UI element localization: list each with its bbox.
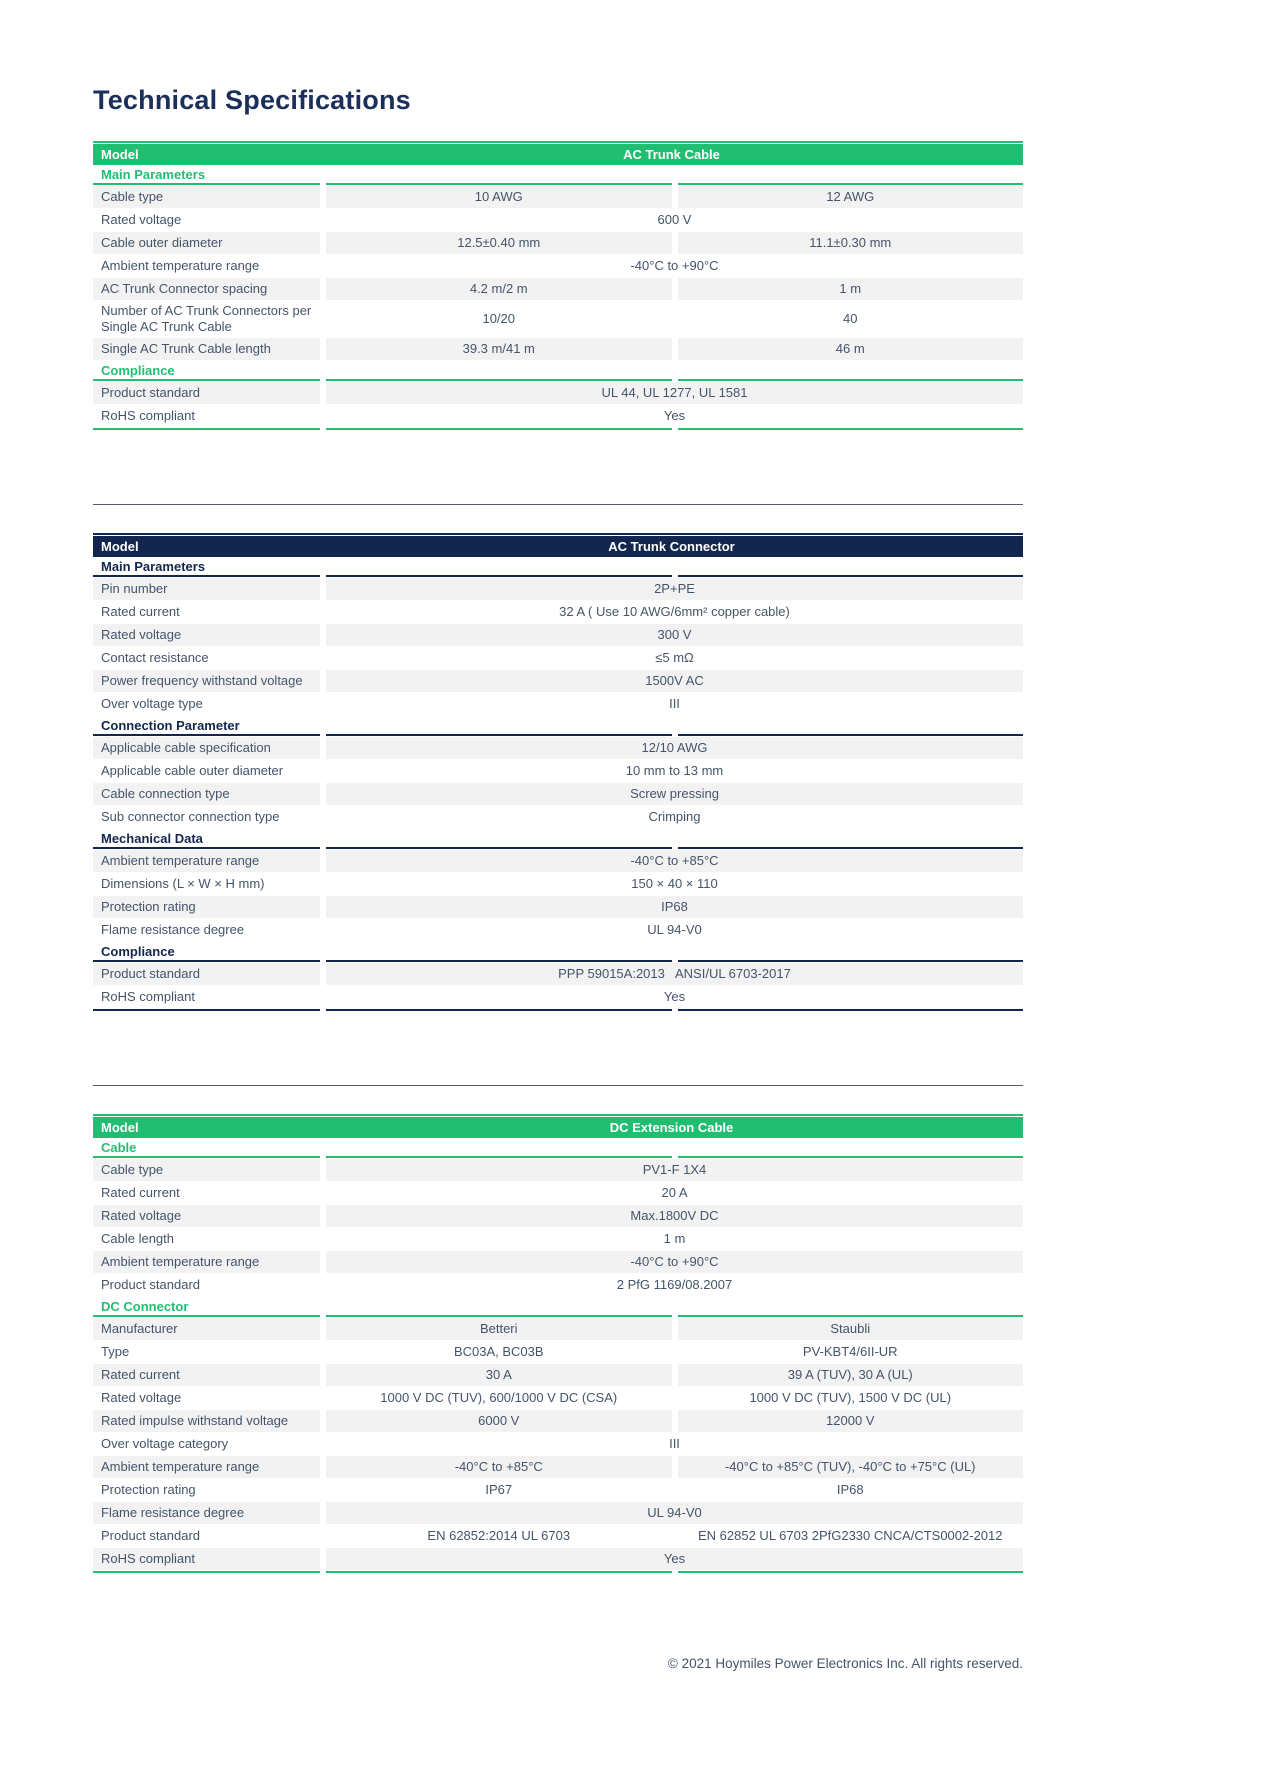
- row-label: Rated voltage: [93, 624, 320, 646]
- row-value: 2 PfG 1169/08.2007: [326, 1274, 1023, 1296]
- section-underline-segment: [678, 1138, 1024, 1158]
- table-divider: [93, 1085, 1023, 1086]
- document-content: [93, 84, 1023, 1671]
- end-border-segment: [678, 1571, 1024, 1573]
- row-label: Rated voltage: [93, 209, 320, 231]
- row-label: Rated impulse withstand voltage: [93, 1410, 320, 1432]
- section-underline-segment: [678, 716, 1024, 736]
- row-label: Over voltage type: [93, 693, 320, 715]
- row-value: 32 A ( Use 10 AWG/6mm² copper cable): [326, 601, 1023, 623]
- section-underline-segment: [326, 716, 672, 736]
- section-underline-segment: [678, 942, 1024, 962]
- row-value: 12000 V: [678, 1410, 1024, 1432]
- row-label: Rated current: [93, 1182, 320, 1204]
- spec-row: [93, 624, 1023, 646]
- spec-row: [93, 1548, 1023, 1570]
- row-label: RoHS compliant: [93, 1548, 320, 1570]
- row-value: 30 A: [326, 1364, 672, 1386]
- row-value: 1500V AC: [326, 670, 1023, 692]
- spec-table-ac-trunk-connector: [93, 533, 1023, 1009]
- spec-row: [93, 278, 1023, 300]
- row-label: Cable connection type: [93, 783, 320, 805]
- section-header: [93, 557, 1023, 577]
- row-value: 600 V: [326, 209, 1023, 231]
- row-label: Applicable cable specification: [93, 737, 320, 759]
- row-value: Screw pressing: [326, 783, 1023, 805]
- spec-row: [93, 601, 1023, 623]
- section-title: Connection Parameter: [93, 716, 320, 736]
- row-value: IP68: [678, 1479, 1024, 1501]
- row-value: ≤5 mΩ: [326, 647, 1023, 669]
- row-label: Pin number: [93, 578, 320, 600]
- spec-row: [93, 647, 1023, 669]
- row-value: 150 × 40 × 110: [326, 873, 1023, 895]
- table-header-row: [93, 1114, 1023, 1138]
- row-value: 10 AWG: [326, 186, 672, 208]
- spec-row: [93, 1433, 1023, 1455]
- row-value: 39.3 m/41 m: [326, 338, 672, 360]
- section-underline-segment: [326, 1138, 672, 1158]
- section-title: Compliance: [93, 361, 320, 381]
- row-label: Cable type: [93, 186, 320, 208]
- row-value: PV1-F 1X4: [326, 1159, 1023, 1181]
- spec-row: [93, 1318, 1023, 1340]
- row-label: Power frequency withstand voltage: [93, 670, 320, 692]
- row-label: Ambient temperature range: [93, 850, 320, 872]
- row-value: 10/20: [326, 301, 672, 337]
- spec-row: [93, 670, 1023, 692]
- spec-row: [93, 693, 1023, 715]
- tables-area: [93, 141, 1023, 1571]
- row-value: III: [326, 1433, 1023, 1455]
- row-value: 6000 V: [326, 1410, 672, 1432]
- row-value: Betteri: [326, 1318, 672, 1340]
- section-header: [93, 165, 1023, 185]
- row-label: Flame resistance degree: [93, 919, 320, 941]
- row-value: -40°C to +85°C: [326, 850, 1023, 872]
- row-value: -40°C to +90°C: [326, 255, 1023, 277]
- spec-row: [93, 806, 1023, 828]
- spec-row: [93, 209, 1023, 231]
- section-header: [93, 1138, 1023, 1158]
- row-value: 46 m: [678, 338, 1024, 360]
- spec-row: [93, 850, 1023, 872]
- row-label: Rated voltage: [93, 1205, 320, 1227]
- spec-row: [93, 1456, 1023, 1478]
- table-header-row: [93, 141, 1023, 165]
- copyright-footer: © 2021 Hoymiles Power Electronics Inc. All rights reserved.: [667, 1656, 1023, 1671]
- section-title: Main Parameters: [93, 557, 320, 577]
- table-header-product-name: DC Extension Cable: [609, 1120, 734, 1135]
- row-value: 2P+PE: [326, 578, 1023, 600]
- spec-row: [93, 1341, 1023, 1363]
- row-value: 40: [678, 301, 1024, 337]
- row-label: Single AC Trunk Cable length: [93, 338, 320, 360]
- row-label: Rated current: [93, 601, 320, 623]
- spec-row: [93, 783, 1023, 805]
- spec-row: [93, 1410, 1023, 1432]
- row-value: III: [326, 693, 1023, 715]
- section-underline-segment: [678, 1297, 1024, 1317]
- row-value: 1 m: [326, 1228, 1023, 1250]
- row-value: 20 A: [326, 1182, 1023, 1204]
- end-border-segment: [326, 1009, 672, 1011]
- end-border-segment: [326, 428, 672, 430]
- spec-row: [93, 1159, 1023, 1181]
- row-value: UL 44, UL 1277, UL 1581: [326, 382, 1023, 404]
- row-value: UL 94-V0: [326, 919, 1023, 941]
- spec-row: [93, 578, 1023, 600]
- end-border-segment: [678, 1009, 1024, 1011]
- row-label: Manufacturer: [93, 1318, 320, 1340]
- row-label: Ambient temperature range: [93, 1251, 320, 1273]
- spec-row: [93, 963, 1023, 985]
- section-header: [93, 1297, 1023, 1317]
- spec-row: [93, 1274, 1023, 1296]
- spec-row: [93, 1502, 1023, 1524]
- spec-row: [93, 1182, 1023, 1204]
- row-value: 1000 V DC (TUV), 600/1000 V DC (CSA): [326, 1387, 672, 1409]
- row-value: IP68: [326, 896, 1023, 918]
- row-value: PV-KBT4/6II-UR: [678, 1341, 1024, 1363]
- row-label: Number of AC Trunk Connectors per Single AC Trunk Cable: [93, 301, 320, 337]
- spec-row: [93, 1479, 1023, 1501]
- row-label: RoHS compliant: [93, 986, 320, 1008]
- spec-row: [93, 1525, 1023, 1547]
- row-label: Flame resistance degree: [93, 1502, 320, 1524]
- table-header-product-name: AC Trunk Connector: [608, 539, 735, 554]
- page-title: Technical Specifications: [93, 85, 411, 115]
- row-value: UL 94-V0: [326, 1502, 1023, 1524]
- row-value: EN 62852:2014 UL 6703: [326, 1525, 672, 1547]
- spec-row: [93, 1205, 1023, 1227]
- table-divider: [93, 504, 1023, 505]
- section-header: [93, 716, 1023, 736]
- section-underline-segment: [678, 829, 1024, 849]
- section-underline-segment: [326, 361, 672, 381]
- row-value: 12/10 AWG: [326, 737, 1023, 759]
- spec-row: [93, 1387, 1023, 1409]
- row-value: 1000 V DC (TUV), 1500 V DC (UL): [678, 1387, 1024, 1409]
- row-value: -40°C to +90°C: [326, 1251, 1023, 1273]
- section-title: Compliance: [93, 942, 320, 962]
- spec-row: [93, 1228, 1023, 1250]
- section-underline-segment: [678, 557, 1024, 577]
- section-header: [93, 942, 1023, 962]
- row-label: Cable length: [93, 1228, 320, 1250]
- spec-row: [93, 338, 1023, 360]
- end-border-segment: [678, 428, 1024, 430]
- row-value: 12.5±0.40 mm: [326, 232, 672, 254]
- row-value: 10 mm to 13 mm: [326, 760, 1023, 782]
- row-label: Product standard: [93, 382, 320, 404]
- spec-row: [93, 760, 1023, 782]
- section-title: Cable: [93, 1138, 320, 1158]
- row-value: EN 62852 UL 6703 2PfG2330 CNCA/CTS0002-2012: [678, 1525, 1024, 1547]
- section-underline-segment: [326, 165, 672, 185]
- section-underline-segment: [326, 829, 672, 849]
- spec-row: [93, 405, 1023, 427]
- row-label: Protection rating: [93, 896, 320, 918]
- spec-row: [93, 382, 1023, 404]
- end-border-segment: [93, 1009, 320, 1011]
- section-title: DC Connector: [93, 1297, 320, 1317]
- section-title: Main Parameters: [93, 165, 320, 185]
- row-label: Rated current: [93, 1364, 320, 1386]
- row-label: Protection rating: [93, 1479, 320, 1501]
- spec-table-ac-trunk-cable: [93, 141, 1023, 428]
- row-value: -40°C to +85°C (TUV), -40°C to +75°C (UL): [678, 1456, 1024, 1478]
- row-value: 4.2 m/2 m: [326, 278, 672, 300]
- row-label: Ambient temperature range: [93, 1456, 320, 1478]
- row-label: Type: [93, 1341, 320, 1363]
- spec-row: [93, 255, 1023, 277]
- row-value: BC03A, BC03B: [326, 1341, 672, 1363]
- row-label: Ambient temperature range: [93, 255, 320, 277]
- end-border-segment: [326, 1571, 672, 1573]
- row-value: Staubli: [678, 1318, 1024, 1340]
- section-underline-segment: [678, 165, 1024, 185]
- row-value: Yes: [326, 1548, 1023, 1570]
- section-underline-segment: [326, 557, 672, 577]
- row-value: PPP 59015A:2013 ANSI/UL 6703-2017: [326, 963, 1023, 985]
- end-border-segment: [93, 1571, 320, 1573]
- row-value: 39 A (TUV), 30 A (UL): [678, 1364, 1024, 1386]
- section-title: Mechanical Data: [93, 829, 320, 849]
- row-label: Applicable cable outer diameter: [93, 760, 320, 782]
- table-header-model-label: Model: [101, 1120, 139, 1135]
- row-label: Dimensions (L × W × H mm): [93, 873, 320, 895]
- spec-row: [93, 301, 1023, 337]
- table-header-model-label: Model: [101, 539, 139, 554]
- row-label: Sub connector connection type: [93, 806, 320, 828]
- section-underline-segment: [326, 1297, 672, 1317]
- row-label: RoHS compliant: [93, 405, 320, 427]
- table-header-row: [93, 533, 1023, 557]
- spec-row: [93, 186, 1023, 208]
- spec-table-dc-extension-cable: [93, 1114, 1023, 1571]
- row-value: IP67: [326, 1479, 672, 1501]
- section-header: [93, 829, 1023, 849]
- row-value: -40°C to +85°C: [326, 1456, 672, 1478]
- row-value: 300 V: [326, 624, 1023, 646]
- section-underline-segment: [678, 361, 1024, 381]
- spec-row: [93, 896, 1023, 918]
- row-value: Yes: [326, 986, 1023, 1008]
- spec-row: [93, 1251, 1023, 1273]
- spec-row: [93, 1364, 1023, 1386]
- spec-row: [93, 919, 1023, 941]
- row-label: Contact resistance: [93, 647, 320, 669]
- row-label: Product standard: [93, 1525, 320, 1547]
- spec-row: [93, 986, 1023, 1008]
- row-value: 11.1±0.30 mm: [678, 232, 1024, 254]
- row-value: 1 m: [678, 278, 1024, 300]
- spec-row: [93, 232, 1023, 254]
- row-label: AC Trunk Connector spacing: [93, 278, 320, 300]
- section-header: [93, 361, 1023, 381]
- row-label: Over voltage category: [93, 1433, 320, 1455]
- table-header-product-name: AC Trunk Cable: [623, 147, 720, 162]
- row-value: Yes: [326, 405, 1023, 427]
- spec-row: [93, 873, 1023, 895]
- table-header-model-label: Model: [101, 147, 139, 162]
- end-border-segment: [93, 428, 320, 430]
- row-label: Product standard: [93, 963, 320, 985]
- row-value: Crimping: [326, 806, 1023, 828]
- spec-row: [93, 737, 1023, 759]
- row-value: Max.1800V DC: [326, 1205, 1023, 1227]
- row-label: Product standard: [93, 1274, 320, 1296]
- row-label: Cable type: [93, 1159, 320, 1181]
- row-label: Cable outer diameter: [93, 232, 320, 254]
- row-value: 12 AWG: [678, 186, 1024, 208]
- section-underline-segment: [326, 942, 672, 962]
- row-label: Rated voltage: [93, 1387, 320, 1409]
